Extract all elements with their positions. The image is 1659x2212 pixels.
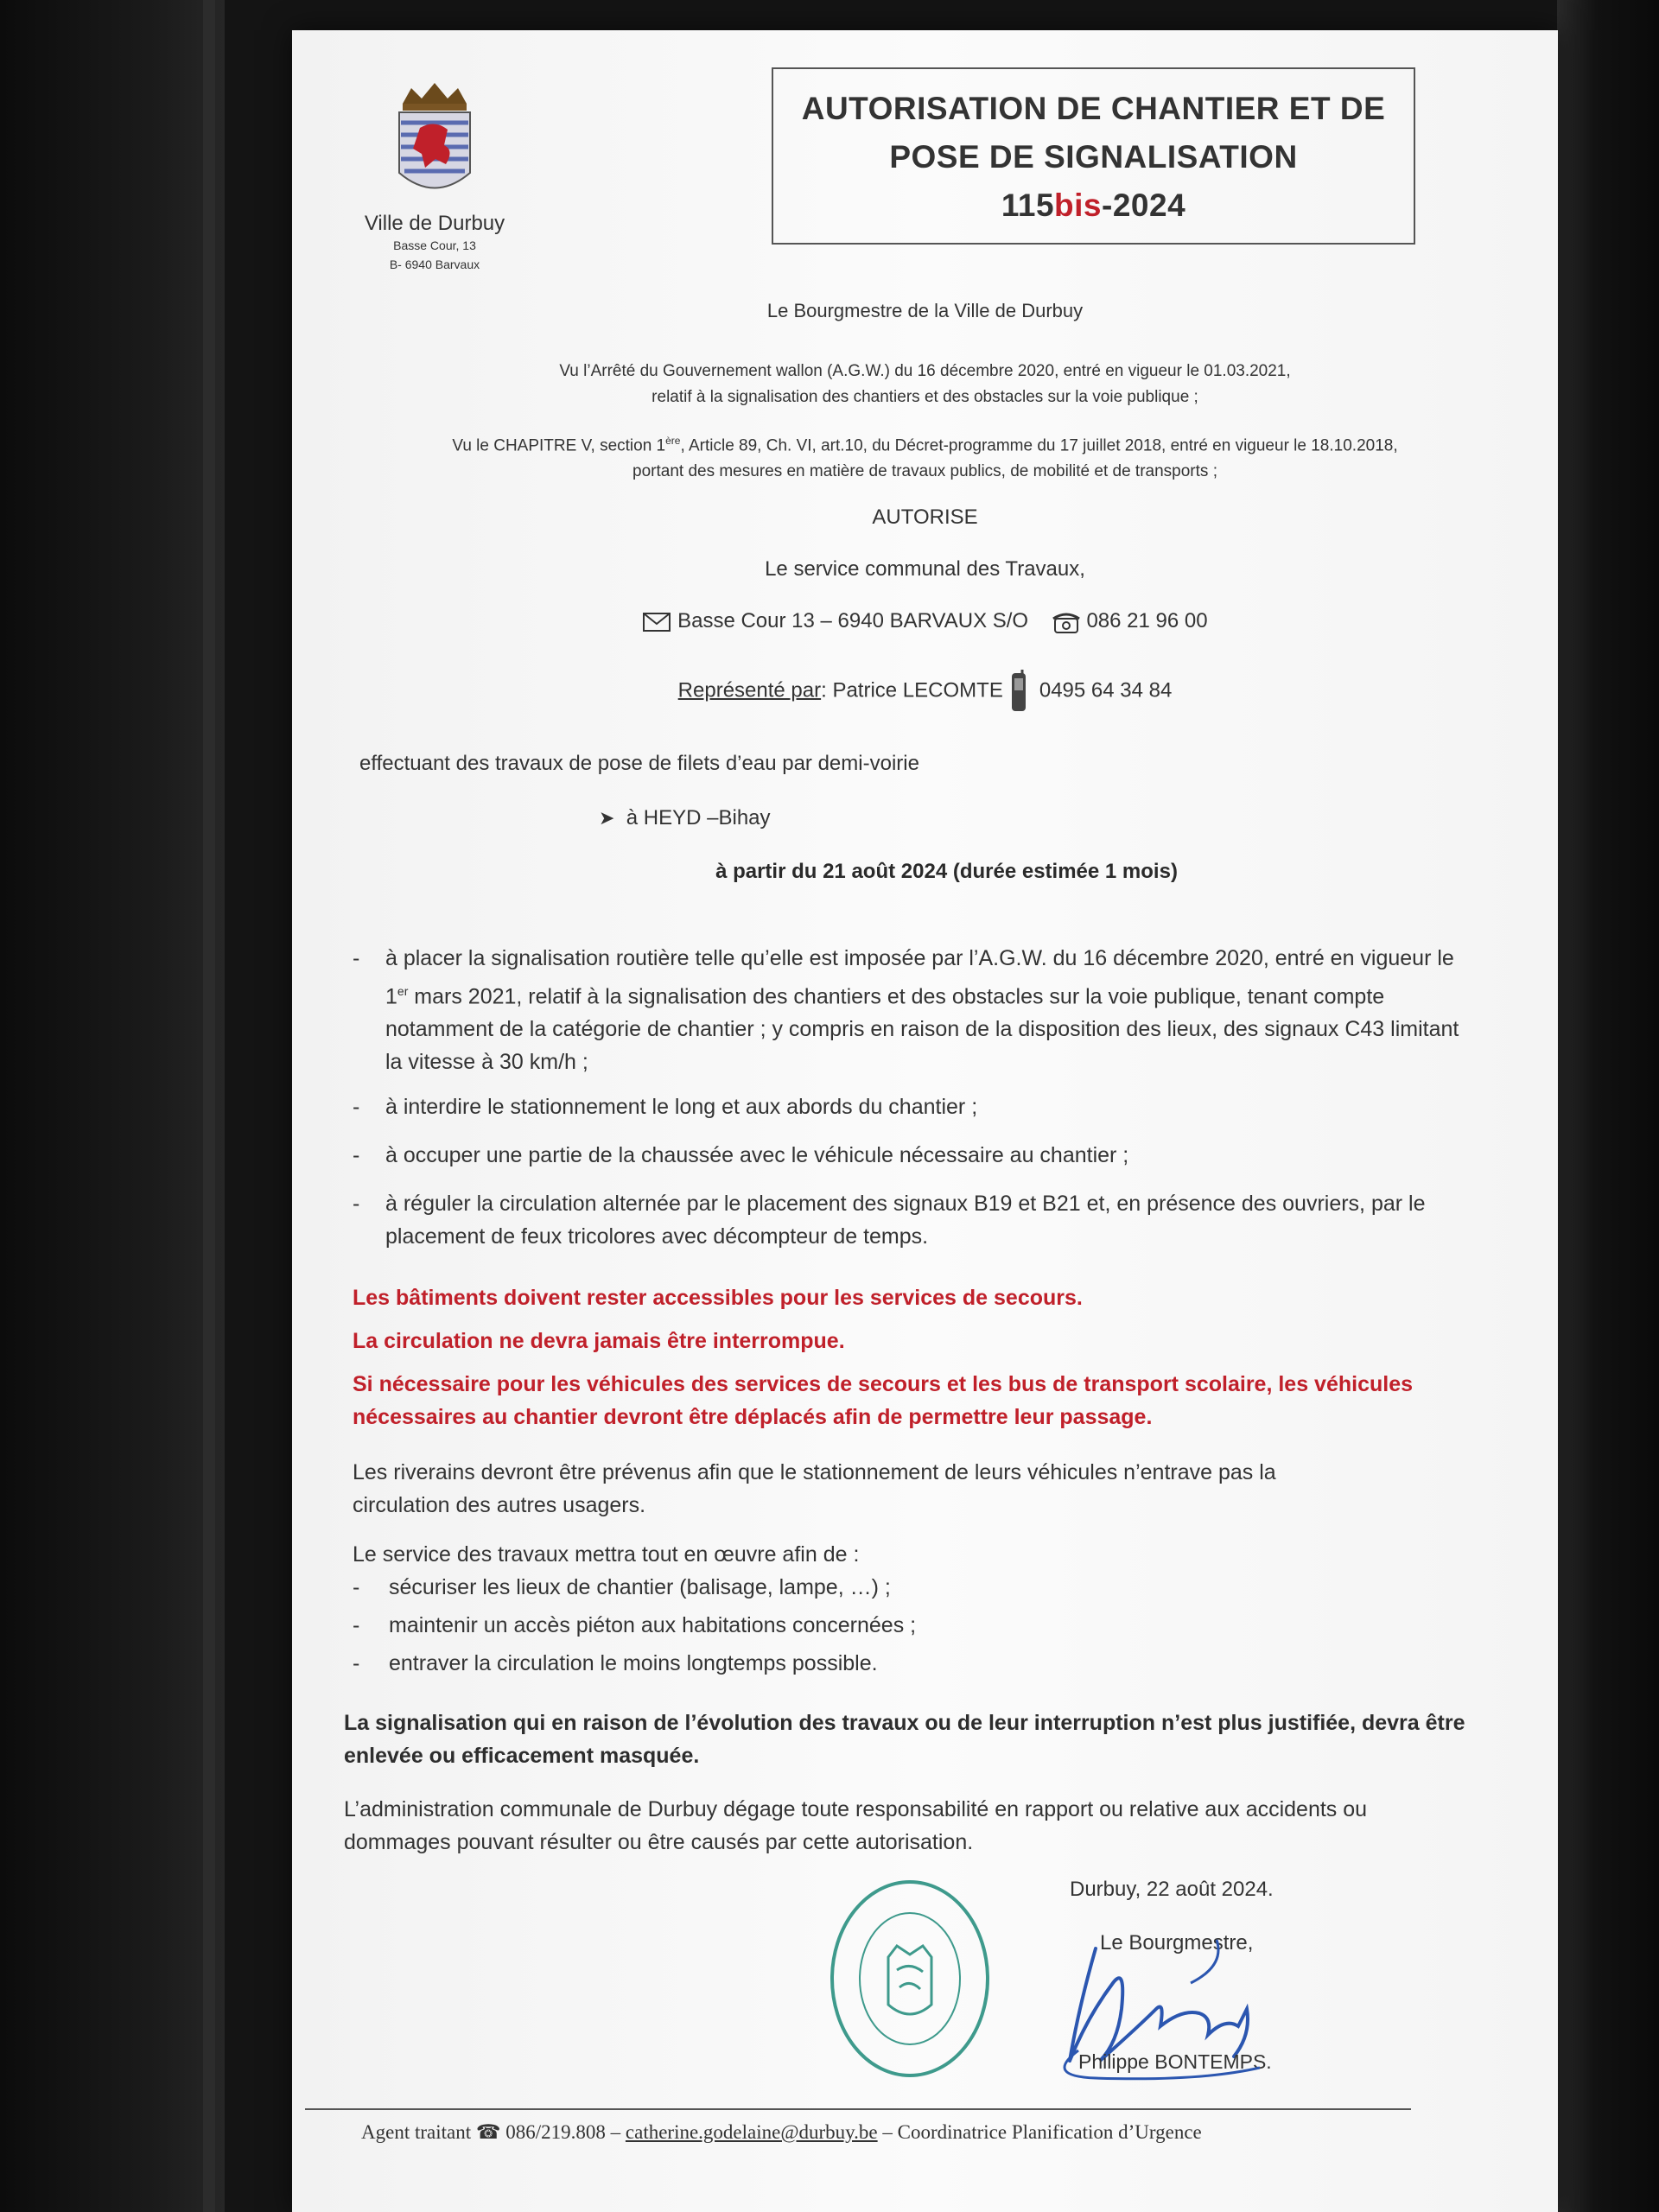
signage-line1: La signalisation qui en raison de l’évolution des travaux ou de leur interruption n’est plus justifiée, devra être	[344, 1711, 1465, 1735]
document-page	[292, 30, 1558, 2212]
warning-no-interruption: La circulation ne devra jamais être interrompue.	[353, 1329, 845, 1353]
service-item	[353, 1609, 1510, 1642]
number-year: -2024	[1102, 188, 1186, 223]
number-prefix: 115	[1001, 188, 1055, 223]
considerant-2-text-a: Vu le CHAPITRE V, section 1	[452, 436, 666, 455]
obligation-1-line3: notamment de la catégorie de chantier ; y compris en raison de la disposition des lieux, des signaux C43 limitant	[385, 1017, 1459, 1042]
mobile-phone-icon	[1009, 670, 1028, 713]
represented-by	[292, 670, 1558, 713]
dash-bullet: -	[353, 1575, 360, 1599]
beneficiary-phone: 086 21 96 00	[1086, 609, 1208, 632]
obligation-1-sup: er	[397, 984, 409, 998]
obligation-1-day: 1	[385, 984, 397, 1009]
service-commitments	[353, 1538, 1510, 1680]
footer-separator: –	[605, 2121, 626, 2143]
document-title-box	[772, 67, 1415, 245]
considerant-1-line2: relatif à la signalisation des chantiers et des obstacles sur la voie publique ;	[652, 388, 1198, 406]
durbuy-crest-icon	[387, 78, 482, 207]
authorization-number	[773, 181, 1414, 230]
service-item-2: maintenir un accès piéton aux habitations concernées ;	[389, 1613, 917, 1637]
obligation-1-line1: à placer la signalisation routière telle qu’elle est imposée par l’A.G.W. du 16 décembre 2020, entré en vigueur le	[385, 946, 1454, 970]
considerant-2-line1	[292, 428, 1558, 459]
signature-place-date: Durbuy, 22 août 2024.	[1070, 1878, 1274, 1901]
considerant-2-sup: ère	[665, 435, 681, 447]
service-item	[353, 1571, 1510, 1604]
obligation-item	[353, 1090, 1493, 1123]
footer-separator: –	[877, 2121, 898, 2143]
commune-stamp-icon	[823, 1875, 996, 2082]
mailbox-icon	[642, 610, 671, 634]
signage-line2: enlevée ou efficacement masquée.	[344, 1744, 700, 1768]
title-line2: POSE DE SIGNALISATION	[889, 139, 1298, 175]
represented-label: Représenté par	[677, 678, 822, 702]
represented-name: : Patrice LECOMTE	[821, 678, 1003, 702]
footer-email-link[interactable]: catherine.godelaine@durbuy.be	[625, 2121, 878, 2143]
warning-vehicles-moved	[353, 1368, 1510, 1433]
location-text: à HEYD –Bihay	[626, 806, 771, 830]
footer-label: Agent traitant	[361, 2121, 472, 2143]
works-location	[599, 806, 771, 830]
obligation-1-line2	[385, 975, 1493, 1013]
represented-mobile: 0495 64 34 84	[1039, 678, 1173, 702]
obligation-1-rest: mars 2021, relatif à la signalisation des chantiers et des obstacles sur la voie publique, tenant compte	[408, 984, 1385, 1009]
liability-paragraph	[344, 1793, 1519, 1859]
obligation-4-line1: à réguler la circulation alternée par le placement des signaux B19 et B21 et, en présence des ouvriers, par le	[385, 1192, 1426, 1217]
obligation-item	[353, 1139, 1493, 1172]
beneficiary-contact	[292, 609, 1558, 634]
considerant-2-text-b: , Article 89, Ch. VI, art.10, du Décret-programme du 17 juillet 2018, entré en vigueur le 18.10.2018,	[680, 436, 1398, 455]
footer-phone: 086/219.808	[505, 2121, 606, 2143]
works-description: effectuant des travaux de pose de filets d’eau par demi-voirie	[359, 752, 919, 775]
service-item-3: entraver la circulation le moins longtemps possible.	[389, 1651, 878, 1675]
service-item-1: sécuriser les lieux de chantier (balisage, lampe, …) ;	[389, 1575, 891, 1599]
obligation-item	[353, 942, 1493, 1078]
warning-emergency-access: Les bâtiments doivent rester accessibles pour les services de secours.	[353, 1286, 1083, 1310]
works-period: à partir du 21 août 2024 (durée estimée 1 mois)	[715, 860, 1178, 883]
background-dark-left	[0, 0, 225, 2212]
decision-autorise: AUTORISE	[872, 505, 978, 529]
commune-address-line1: Basse Cour, 13	[393, 238, 476, 252]
arrow-bullet-icon: ➤	[599, 807, 615, 829]
footer-role: Coordinatrice Planification d’Urgence	[897, 2121, 1202, 2143]
signage-paragraph	[344, 1707, 1519, 1772]
liability-line2: dommages pouvant résulter ou être causés par cette autorisation.	[344, 1830, 974, 1854]
dash-bullet: -	[353, 1613, 360, 1637]
liability-line1: L’administration communale de Durbuy dégage toute responsabilité en rapport ou relative aux accidents ou	[344, 1797, 1368, 1821]
signature-role: Le Bourgmestre,	[1100, 1931, 1254, 1955]
obligation-2-line1: à interdire le stationnement le long et aux abords du chantier ;	[385, 1095, 978, 1120]
dash-bullet: -	[353, 1651, 360, 1675]
obligation-1-line4: la vitesse à 30 km/h ;	[385, 1050, 588, 1075]
commune-name: Ville de Durbuy	[364, 212, 505, 235]
obligation-item	[353, 1187, 1493, 1253]
commune-address-line2: B- 6940 Barvaux	[389, 257, 480, 271]
warning-3-line1: Si nécessaire pour les véhicules des services de secours et les bus de transport scolaire, les véhicules	[353, 1372, 1414, 1396]
considerant-1	[292, 359, 1558, 410]
dash-bullet: -	[353, 1143, 360, 1168]
footer-divider	[305, 2108, 1411, 2110]
footer-phone-icon: ☎	[475, 2121, 501, 2143]
residents-paragraph	[353, 1456, 1510, 1522]
signatory-name: Philippe BONTEMPS.	[1078, 2050, 1272, 2073]
obligation-3-line1: à occuper une partie de la chaussée avec le véhicule nécessaire au chantier ;	[385, 1143, 1129, 1168]
title-line1: AUTORISATION DE CHANTIER ET DE	[801, 91, 1386, 126]
obligation-4-line2: placement de feux tricolores avec décompteur de temps.	[385, 1224, 929, 1249]
beneficiary-address: Basse Cour 13 – 6940 BARVAUX S/O	[677, 609, 1029, 632]
footer	[361, 2121, 1484, 2144]
authority-line: Le Bourgmestre de la Ville de Durbuy	[766, 300, 1084, 321]
residents-line1: Les riverains devront être prévenus afin que le stationnement de leurs véhicules n’entrave pas la	[353, 1460, 1276, 1484]
obligations-list	[353, 942, 1493, 1253]
service-item	[353, 1647, 1510, 1680]
dash-bullet: -	[353, 946, 360, 970]
commune-header	[344, 212, 525, 274]
beneficiary: Le service communal des Travaux,	[765, 557, 1085, 581]
considerant-1-line1: Vu l’Arrêté du Gouvernement wallon (A.G.W.) du 16 décembre 2020, entré en vigueur le 01.03.2021,	[559, 362, 1291, 380]
telephone-icon	[1052, 610, 1081, 634]
residents-line2: circulation des autres usagers.	[353, 1493, 646, 1517]
name-underline-swoosh	[1044, 2033, 1286, 2085]
dash-bullet: -	[353, 1095, 360, 1120]
background-dark-right	[1557, 0, 1659, 2212]
considerant-2	[292, 428, 1558, 485]
dash-bullet: -	[353, 1192, 360, 1217]
considerant-2-line2: portant des mesures en matière de travaux publics, de mobilité et de transports ;	[632, 462, 1217, 481]
service-intro: Le service des travaux mettra tout en œuvre afin de :	[353, 1542, 860, 1567]
warning-3-line2: nécessaires au chantier devront être déplacés afin de permettre leur passage.	[353, 1405, 1153, 1429]
number-suffix: bis	[1054, 188, 1103, 223]
